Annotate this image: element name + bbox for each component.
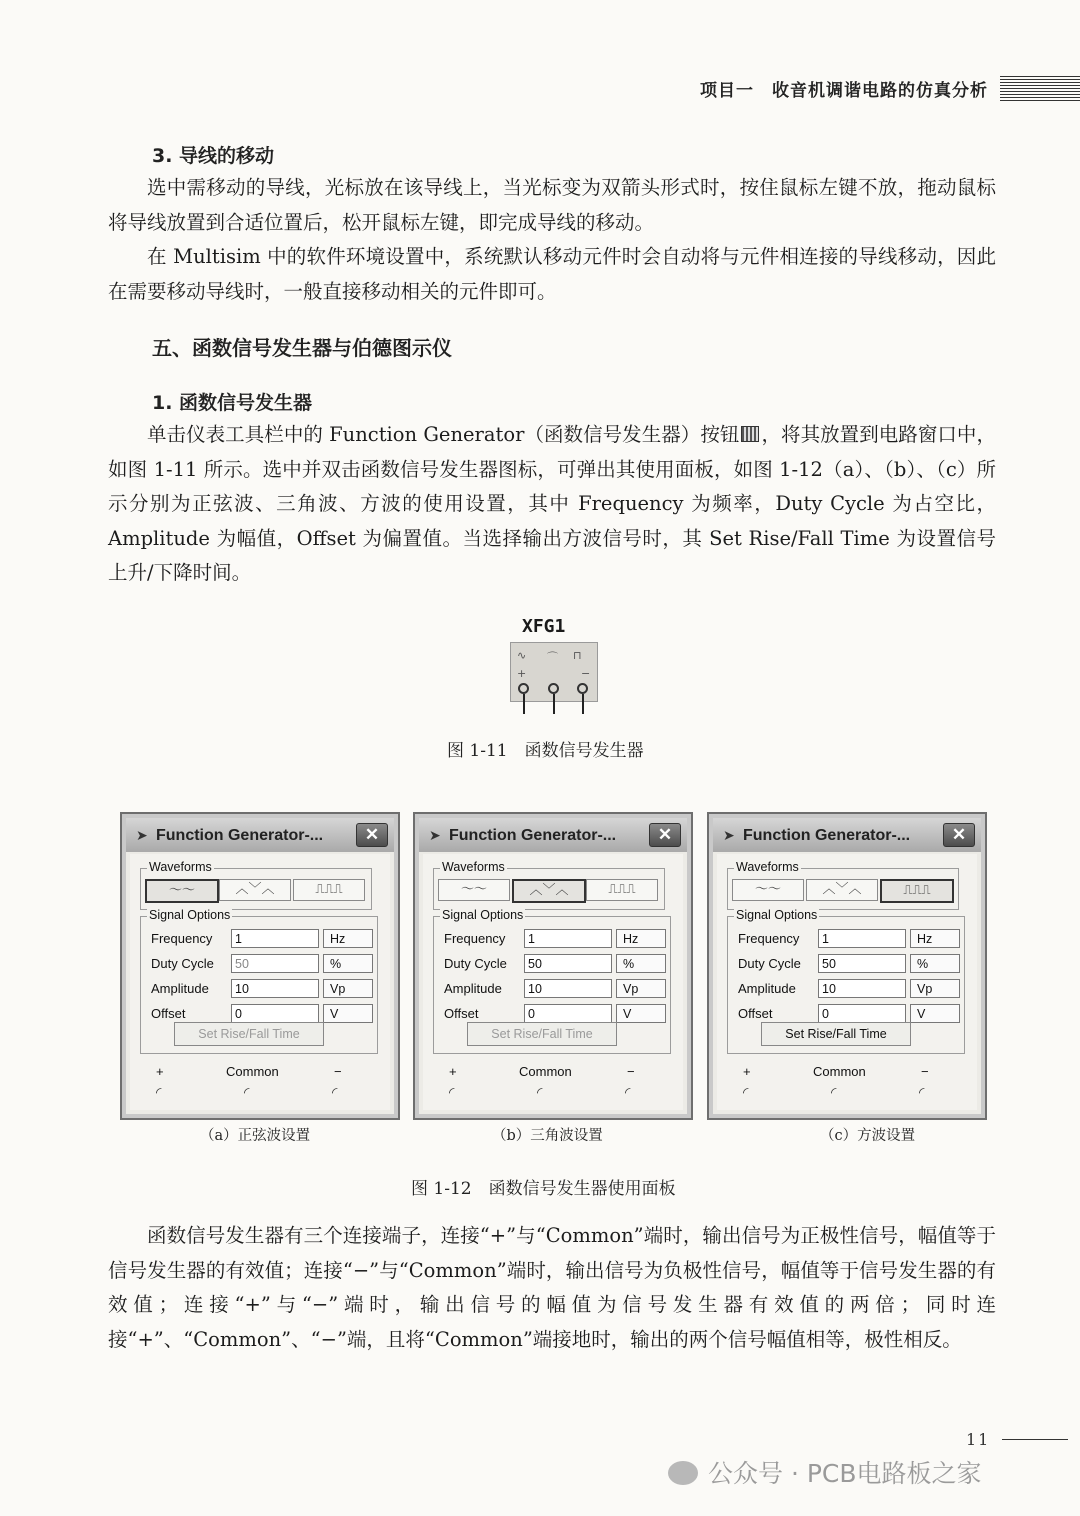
common-terminal-connector[interactable]: ◜ bbox=[537, 1084, 543, 1100]
watermark bbox=[668, 1454, 982, 1490]
common-terminal-label: Common bbox=[226, 1064, 279, 1079]
frequency-unit-select[interactable]: Hz bbox=[616, 929, 666, 948]
minus-terminal-connector[interactable]: ◜ bbox=[919, 1084, 925, 1100]
subsection-heading-function-generator: 1. 函数信号发生器 bbox=[152, 392, 313, 414]
panel-caption-sine: （a）正弦波设置 bbox=[200, 1128, 311, 1144]
panel-titlebar[interactable] bbox=[713, 818, 981, 852]
panel-caption-triangle: （b）三角波设置 bbox=[492, 1128, 603, 1144]
paragraph-2: 在 Multisim 中的软件环境设置中，系统默认移动元件时会自动将与元件相连接的导线移动，因此在需要移动导线时，一般直接移动相关的元件即可。 bbox=[108, 245, 996, 303]
minus-terminal-label: − bbox=[921, 1064, 929, 1079]
running-header: 项目一 收音机调谐电路的仿真分析 bbox=[700, 81, 988, 101]
close-button[interactable]: ✕ bbox=[649, 823, 681, 847]
waveforms-label: Waveforms bbox=[736, 860, 799, 874]
function-generator-toolbar-icon bbox=[741, 426, 759, 442]
amplitude-input[interactable]: 10 bbox=[818, 979, 906, 998]
paragraph-function-generator bbox=[108, 418, 996, 591]
section-heading-wire-move: 3. 导线的移动 bbox=[152, 145, 275, 167]
set-rise-fall-time-button[interactable]: Set Rise/Fall Time bbox=[174, 1022, 324, 1046]
duty-cycle-unit: % bbox=[616, 954, 666, 973]
common-terminal-connector[interactable]: ◜ bbox=[244, 1084, 250, 1100]
panel-titlebar[interactable] bbox=[419, 818, 687, 852]
duty-cycle-label: Duty Cycle bbox=[738, 956, 801, 971]
plus-terminal bbox=[518, 683, 529, 694]
duty-cycle-input[interactable]: 50 bbox=[231, 954, 319, 973]
function-generator-panel-triangle bbox=[413, 812, 693, 1120]
offset-label: Offset bbox=[738, 1006, 773, 1021]
signal-options-label: Signal Options bbox=[442, 908, 524, 922]
app-icon: ➤ bbox=[136, 827, 148, 843]
frequency-input[interactable]: 1 bbox=[231, 929, 319, 948]
common-terminal-connector[interactable]: ◜ bbox=[831, 1084, 837, 1100]
set-rise-fall-time-button[interactable]: Set Rise/Fall Time bbox=[761, 1022, 911, 1046]
duty-cycle-label: Duty Cycle bbox=[151, 956, 214, 971]
waveforms-label: Waveforms bbox=[149, 860, 212, 874]
sine-wave-icon: ∿ bbox=[517, 649, 527, 662]
figure-1-11-caption: 图 1-11 函数信号发生器 bbox=[447, 741, 644, 761]
plus-terminal-connector[interactable]: ◜ bbox=[156, 1084, 162, 1100]
panel-caption-square: （c）方波设置 bbox=[820, 1128, 916, 1144]
watermark-text: 公众号 · PCB电路板之家 bbox=[708, 1459, 982, 1488]
plus-terminal-label: + bbox=[449, 1064, 457, 1079]
waveforms-group bbox=[433, 860, 665, 910]
frequency-input[interactable]: 1 bbox=[818, 929, 906, 948]
footer-rule bbox=[1002, 1439, 1068, 1440]
amplitude-unit-select[interactable]: Vp bbox=[323, 979, 373, 998]
section-heading-instruments: 五、函数信号发生器与伯德图示仪 bbox=[152, 336, 452, 360]
offset-input[interactable]: 0 bbox=[818, 1004, 906, 1023]
plus-terminal-label: + bbox=[743, 1064, 751, 1079]
offset-input[interactable]: 0 bbox=[524, 1004, 612, 1023]
paragraph-1: 选中需移动的导线，光标放在该导线上，当光标变为双箭头形式时，按住鼠标左键不放，拖动鼠标将导线放置到合适位置后，松开鼠标左键，即完成导线的移动。 bbox=[108, 176, 996, 234]
square-wave-icon: ⊓ bbox=[573, 649, 582, 662]
amplitude-label: Amplitude bbox=[738, 981, 796, 996]
page-number: 11 bbox=[966, 1430, 991, 1449]
close-button[interactable]: ✕ bbox=[356, 823, 388, 847]
signal-options-label: Signal Options bbox=[736, 908, 818, 922]
waveforms-group bbox=[727, 860, 959, 910]
offset-label: Offset bbox=[151, 1006, 186, 1021]
common-terminal bbox=[548, 683, 559, 694]
frequency-label: Frequency bbox=[738, 931, 800, 946]
figure-1-12-caption: 图 1-12 函数信号发生器使用面板 bbox=[411, 1179, 676, 1199]
panel-body bbox=[717, 854, 977, 1110]
offset-label: Offset bbox=[444, 1006, 479, 1021]
offset-unit-select[interactable]: V bbox=[323, 1004, 373, 1023]
sine-wave-button[interactable]: 〜〜 bbox=[438, 879, 510, 901]
paragraph-text-part1: 单击仪表工具栏中的 Function Generator（函数信号发生器）按钮 bbox=[147, 423, 740, 446]
triangle-wave-icon: ⌒ bbox=[547, 651, 558, 664]
triangle-wave-button[interactable]: ︿﹀︿ bbox=[219, 879, 291, 901]
set-rise-fall-time-button[interactable]: Set Rise/Fall Time bbox=[467, 1022, 617, 1046]
waveforms-label: Waveforms bbox=[442, 860, 505, 874]
triangle-wave-button[interactable]: ︿﹀︿ bbox=[512, 879, 586, 903]
plus-terminal-label: + bbox=[156, 1064, 164, 1079]
panel-body bbox=[130, 854, 390, 1110]
amplitude-input[interactable]: 10 bbox=[231, 979, 319, 998]
square-wave-button[interactable]: ⎍⎍⎍ bbox=[293, 879, 365, 901]
amplitude-label: Amplitude bbox=[151, 981, 209, 996]
duty-cycle-unit: % bbox=[910, 954, 960, 973]
panel-title: Function Generator-... bbox=[156, 827, 324, 844]
common-lead bbox=[553, 694, 555, 714]
offset-unit-select[interactable]: V bbox=[910, 1004, 960, 1023]
frequency-unit-select[interactable]: Hz bbox=[910, 929, 960, 948]
function-generator-symbol bbox=[510, 642, 598, 702]
triangle-wave-button[interactable]: ︿﹀︿ bbox=[806, 879, 878, 901]
duty-cycle-label: Duty Cycle bbox=[444, 956, 507, 971]
minus-terminal-label: − bbox=[627, 1064, 635, 1079]
common-terminal-label: Common bbox=[813, 1064, 866, 1079]
square-wave-button[interactable]: ⎍⎍⎍ bbox=[880, 879, 954, 903]
amplitude-input[interactable]: 10 bbox=[524, 979, 612, 998]
panel-body bbox=[423, 854, 683, 1110]
minus-terminal bbox=[577, 683, 588, 694]
frequency-input[interactable]: 1 bbox=[524, 929, 612, 948]
amplitude-unit-select[interactable]: Vp bbox=[910, 979, 960, 998]
amplitude-label: Amplitude bbox=[444, 981, 502, 996]
app-icon: ➤ bbox=[723, 827, 735, 843]
minus-lead bbox=[582, 694, 584, 714]
frequency-label: Frequency bbox=[151, 931, 213, 946]
wechat-icon bbox=[668, 1461, 698, 1485]
frequency-label: Frequency bbox=[444, 931, 506, 946]
plus-terminal-connector[interactable]: ◜ bbox=[449, 1084, 455, 1100]
plus-terminal-sign: + bbox=[517, 667, 527, 680]
function-generator-panel-square bbox=[707, 812, 987, 1120]
header-decoration bbox=[1000, 76, 1080, 102]
offset-input[interactable]: 0 bbox=[231, 1004, 319, 1023]
paragraph-wire-move bbox=[108, 171, 996, 309]
frequency-unit-select[interactable]: Hz bbox=[323, 929, 373, 948]
function-generator-panel-sine bbox=[120, 812, 400, 1120]
offset-unit-select[interactable]: V bbox=[616, 1004, 666, 1023]
close-button[interactable]: ✕ bbox=[943, 823, 975, 847]
paragraph-terminals-text: 函数信号发生器有三个连接端子，连接“+”与“Common”端时，输出信号为正极性信号，幅值等于信号发生器的有效值；连接“−”与“Common”端时，输出信号为负极性信号，幅值等于信号发生器的有效值；连接“+”与“−”端时，输出信号的幅值为信号发生器有效值的两倍；同时连接“+”、“Common”、“−”端，且将“Common”端接地时，输出的两个信号幅值相等，极性相反。 bbox=[108, 1224, 996, 1351]
duty-cycle-input[interactable]: 50 bbox=[524, 954, 612, 973]
plus-lead bbox=[523, 694, 525, 714]
panel-title: Function Generator-... bbox=[449, 827, 617, 844]
common-terminal-label: Common bbox=[519, 1064, 572, 1079]
duty-cycle-input[interactable]: 50 bbox=[818, 954, 906, 973]
paragraph-text-part2: ，将其放置到电路窗口中，如图 1-11 所示。选中并双击函数信号发生器图标，可弹出其使用面板，如图 1-12（a）、（b）、（c）所示分别为正弦波、三角波、方波的使用设置，其中 Frequency 为频率，Duty Cycle 为占空比，Amplitude 为幅值，Offset 为偏置值。当选择输出方波信号时，其 Set Rise/Fall Time 为设置信号上升/下降时间。 bbox=[108, 423, 996, 584]
panel-title: Function Generator-... bbox=[743, 827, 911, 844]
waveforms-group bbox=[140, 860, 372, 910]
minus-terminal-connector[interactable]: ◜ bbox=[625, 1084, 631, 1100]
xfg1-label: XFG1 bbox=[522, 616, 566, 637]
sine-wave-button[interactable]: 〜〜 bbox=[145, 879, 219, 903]
minus-terminal-label: − bbox=[334, 1064, 342, 1079]
app-icon: ➤ bbox=[429, 827, 441, 843]
sine-wave-button[interactable]: 〜〜 bbox=[732, 879, 804, 901]
paragraph-terminals bbox=[108, 1219, 996, 1357]
plus-terminal-connector[interactable]: ◜ bbox=[743, 1084, 749, 1100]
duty-cycle-unit: % bbox=[323, 954, 373, 973]
minus-terminal-connector[interactable]: ◜ bbox=[332, 1084, 338, 1100]
panel-titlebar[interactable] bbox=[126, 818, 394, 852]
signal-options-label: Signal Options bbox=[149, 908, 231, 922]
amplitude-unit-select[interactable]: Vp bbox=[616, 979, 666, 998]
minus-terminal-sign: − bbox=[581, 667, 591, 680]
square-wave-button[interactable]: ⎍⎍⎍ bbox=[586, 879, 658, 901]
